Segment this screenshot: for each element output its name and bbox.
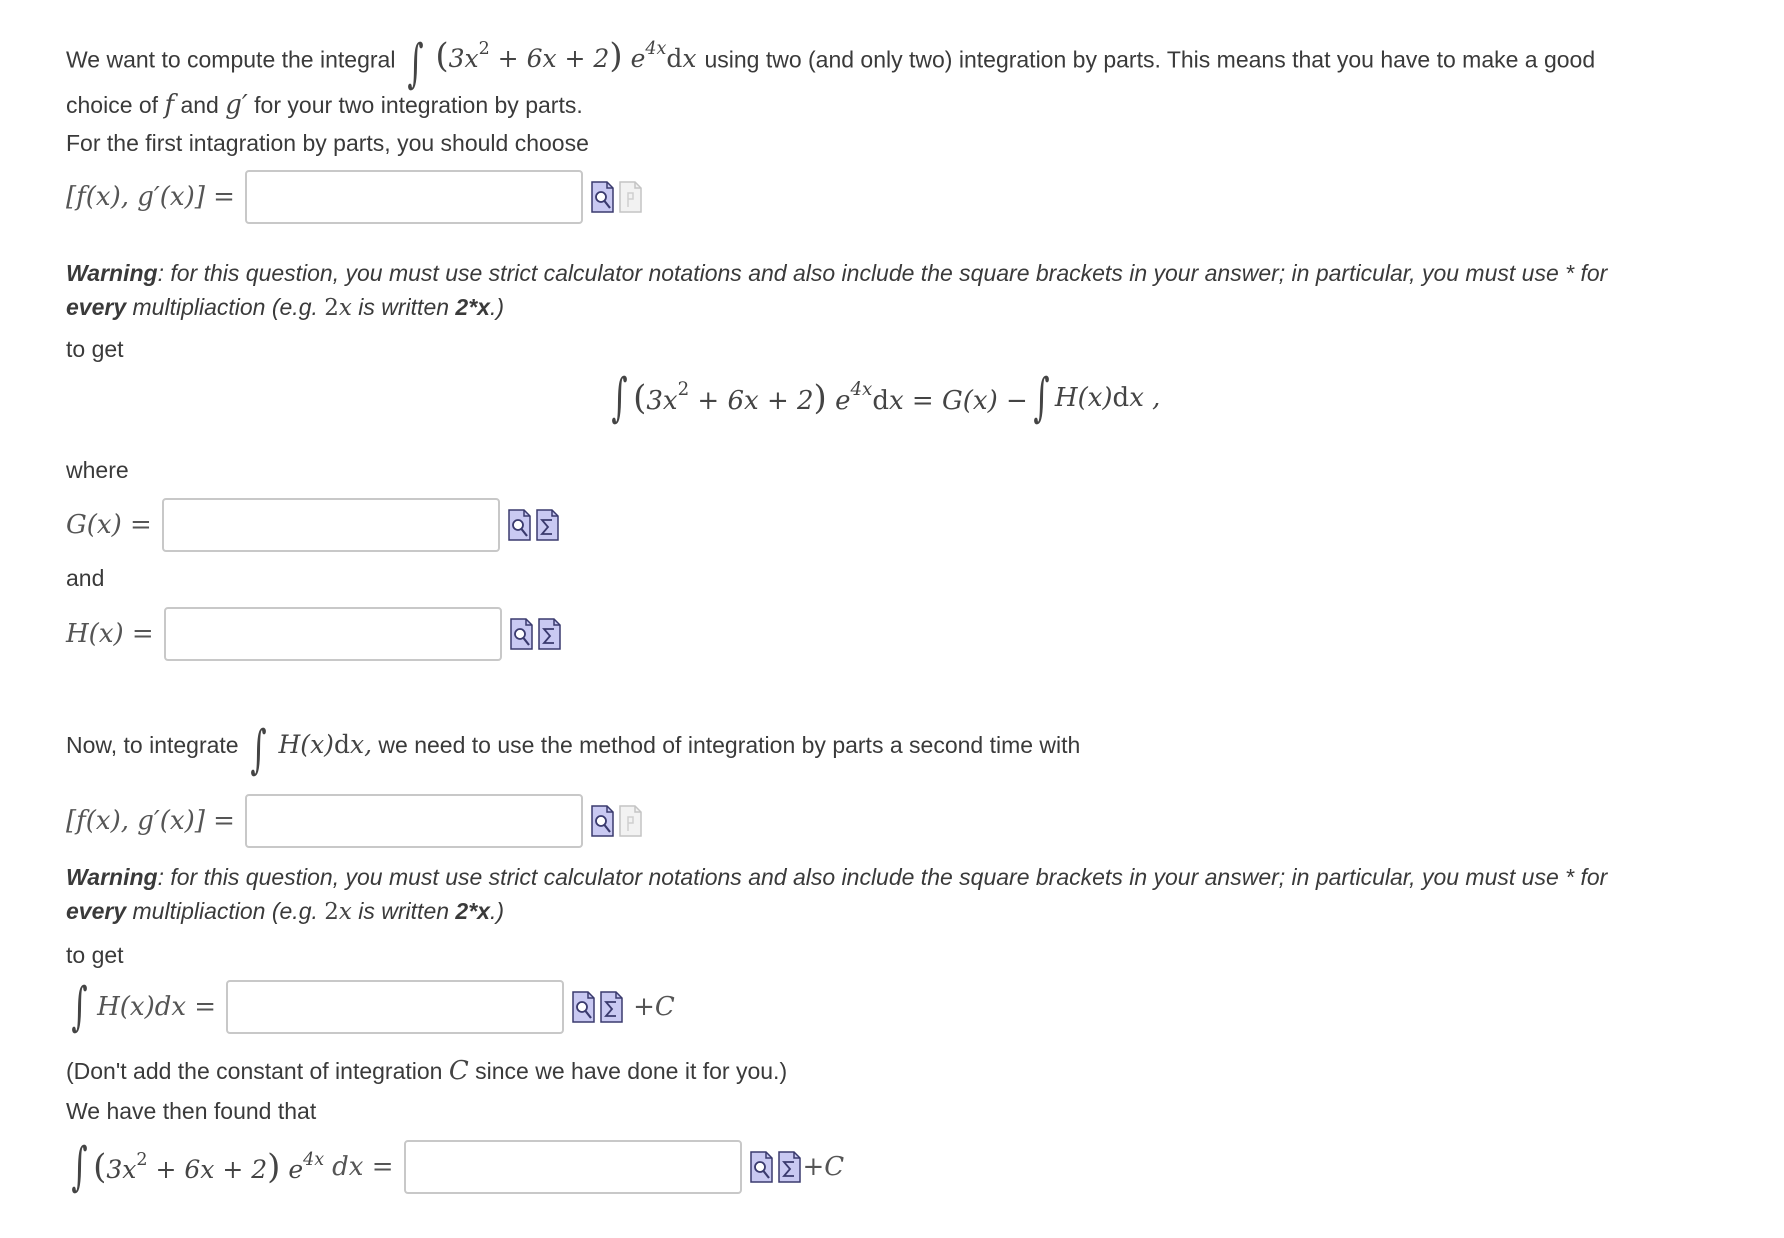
intro-choice-text: choice of	[66, 92, 159, 118]
first-fg-row	[66, 166, 642, 228]
example-math: 2x	[324, 899, 352, 925]
now-text-2: we need to use the method of integration by parts a second time with	[378, 732, 1081, 758]
integral-sign: ∫	[250, 720, 267, 780]
final-integrand: $(3x^2 + 6x + 2)$ $e^{4x}$	[93, 1147, 325, 1187]
g-prime-symbol: g′	[225, 90, 248, 120]
H-input[interactable]	[164, 607, 502, 661]
H-integral-row	[66, 976, 675, 1038]
G-label: G(x) =	[66, 510, 152, 540]
final-label: dx =	[332, 1152, 394, 1182]
first-warning	[66, 256, 1706, 325]
intro-line-1	[66, 34, 1596, 95]
preview-icon[interactable]	[591, 181, 614, 213]
constant-note	[66, 1056, 787, 1086]
disabled-editor-icon	[619, 805, 642, 837]
H-integral-label: H(x)dx =	[97, 992, 217, 1022]
final-input[interactable]	[404, 1140, 742, 1194]
warning-text-2: multipliaction (e.g.	[126, 898, 318, 924]
H-row	[66, 603, 561, 665]
second-warning	[66, 860, 1706, 929]
f-symbol: f	[164, 90, 175, 120]
display-H: H(x)dx ,	[1054, 383, 1161, 413]
H-label: H(x) =	[66, 619, 154, 649]
equation-editor-icon[interactable]	[600, 991, 623, 1023]
preview-icon[interactable]	[750, 1151, 773, 1183]
second-fg-input[interactable]	[245, 794, 583, 848]
now-text: Now, to integrate	[66, 732, 239, 758]
final-plus-c: +C	[802, 1152, 845, 1182]
warning-label: Warning	[66, 864, 158, 890]
intro-before-integral: We want to compute the integral	[66, 46, 396, 73]
G-row	[66, 494, 559, 556]
disabled-editor-icon	[619, 181, 642, 213]
note-text-2: since we have done it for you.)	[475, 1058, 788, 1084]
every-word: every	[66, 294, 127, 320]
intro-integrand: $(3x^2 + 6x + 2)$ $e^{4x}dx$	[435, 36, 697, 77]
example-math: 2x	[324, 295, 352, 321]
preview-icon[interactable]	[508, 509, 531, 541]
integral-sign: ∫	[71, 1137, 88, 1197]
second-fg-label: [f(x), g′(x)] =	[66, 806, 235, 836]
now-H-math: H(x)dx,	[278, 730, 373, 759]
warning-end: .)	[489, 294, 505, 320]
warning-end: .)	[489, 898, 505, 924]
integral-sign: ∫	[1033, 368, 1050, 428]
preview-icon[interactable]	[572, 991, 595, 1023]
equation-editor-icon[interactable]	[778, 1151, 801, 1183]
warning-text: : for this question, you must use strict calculator notations and also include the square brackets in your answer; in particular, you must use * for	[157, 260, 1608, 286]
intro-two-ibp-text: for your two integration by parts.	[254, 92, 583, 118]
example-code: 2*x	[455, 294, 490, 320]
second-to-get: to get	[66, 942, 124, 968]
preview-icon[interactable]	[510, 618, 533, 650]
integral-sign: ∫	[71, 977, 88, 1037]
preview-icon[interactable]	[591, 805, 614, 837]
plus-c: +C	[633, 992, 675, 1022]
example-code: 2*x	[455, 898, 490, 924]
intro-after-integral: using two (and only two) integration by parts. This means that you have to make a good	[704, 46, 1596, 73]
first-display-equation	[606, 368, 1161, 428]
H-integral-input[interactable]	[226, 980, 564, 1034]
G-input[interactable]	[162, 498, 500, 552]
note-text: (Don't add the constant of integration	[66, 1058, 443, 1084]
first-fg-label: [f(x), g′(x)] =	[66, 182, 235, 212]
integral-sign: ∫	[407, 34, 424, 95]
first-ibp-prompt: For the first intagration by parts, you should choose	[66, 130, 589, 156]
display-integrand: $(3x^2 + 6x + 2) e^{4x}dx = G(x)$ −	[633, 378, 1028, 418]
first-to-get: to get	[66, 336, 124, 362]
where-text: where	[66, 457, 129, 483]
warning-is: is written	[358, 294, 450, 320]
equation-editor-icon[interactable]	[538, 618, 561, 650]
warning-text-2: multipliaction (e.g.	[126, 294, 318, 320]
warning-label: Warning	[66, 260, 158, 286]
integral-sign: ∫	[611, 368, 628, 428]
found-text: We have then found that	[66, 1098, 317, 1124]
final-row	[66, 1136, 844, 1198]
and-text: and	[66, 565, 105, 591]
intro-line-2	[66, 90, 583, 120]
warning-text: : for this question, you must use strict calculator notations and also include the square brackets in your answer; in particular, you must use * for	[157, 864, 1608, 890]
second-fg-row	[66, 790, 642, 852]
second-ibp-intro	[66, 720, 1081, 780]
every-word: every	[66, 898, 127, 924]
equation-editor-icon[interactable]	[536, 509, 559, 541]
intro-and-text: and	[180, 92, 219, 118]
constant-c: C	[448, 1056, 469, 1086]
first-fg-input[interactable]	[245, 170, 583, 224]
warning-is: is written	[358, 898, 450, 924]
